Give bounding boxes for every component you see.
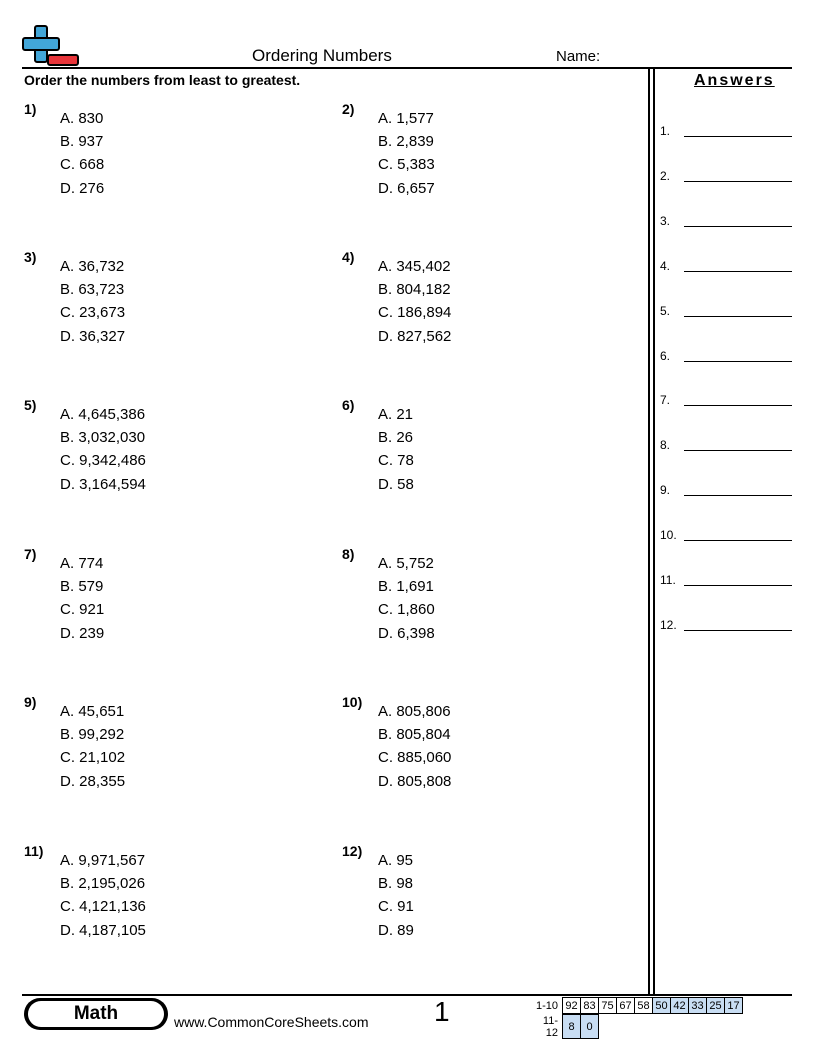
answer-row-10 xyxy=(660,528,794,548)
answer-divider-inner xyxy=(653,67,655,995)
score-cell: 67 xyxy=(617,998,635,1014)
option-d: D. 6,398 xyxy=(378,624,435,642)
answer-row-12 xyxy=(660,618,794,638)
option-list xyxy=(60,255,125,348)
score-cell: 8 xyxy=(563,1015,581,1039)
problem-10 xyxy=(342,694,622,804)
answer-blank[interactable] xyxy=(684,450,792,451)
answer-number: 12. xyxy=(660,617,677,632)
problem-8 xyxy=(342,546,622,656)
option-b: B. 937 xyxy=(60,133,104,151)
option-c: C. 5,383 xyxy=(378,156,435,174)
answer-number: 6. xyxy=(660,348,671,363)
option-d: D. 239 xyxy=(60,624,105,642)
answer-blank[interactable] xyxy=(684,540,792,541)
answer-number: 11. xyxy=(660,573,676,587)
problem-number: 6) xyxy=(342,397,355,413)
problem-number: 7) xyxy=(24,546,37,562)
math-badge-label: Math xyxy=(28,1001,164,1027)
problem-2 xyxy=(342,101,622,211)
option-list xyxy=(378,255,451,348)
score-table-row-2 xyxy=(530,1014,599,1039)
problem-number: 10) xyxy=(342,694,363,710)
answer-number: 8. xyxy=(660,438,671,453)
answer-row-7 xyxy=(660,393,794,413)
score-table-row-1 xyxy=(530,997,743,1014)
option-a: A. 774 xyxy=(60,555,104,572)
option-list xyxy=(60,700,125,793)
option-d: D. 805,808 xyxy=(378,772,452,790)
option-b: B. 3,032,030 xyxy=(60,429,146,447)
option-c: C. 9,342,486 xyxy=(60,452,146,470)
score-cell: 0 xyxy=(581,1015,599,1039)
option-b: B. 1,691 xyxy=(378,578,434,596)
option-d: D. 6,657 xyxy=(378,179,435,197)
option-a: A. 4,645,386 xyxy=(60,406,146,423)
option-b: B. 2,839 xyxy=(378,133,434,151)
option-d: D. 58 xyxy=(378,475,414,493)
problem-11 xyxy=(24,843,304,953)
answer-number: 9. xyxy=(660,483,671,498)
answer-blank[interactable] xyxy=(684,630,792,631)
plus-minus-logo-icon xyxy=(22,24,80,68)
option-a: A. 345,402 xyxy=(378,258,451,275)
score-cell: 25 xyxy=(707,998,725,1014)
answer-row-11 xyxy=(660,573,794,593)
problem-6 xyxy=(342,397,622,507)
problem-number: 11) xyxy=(24,843,44,859)
option-a: A. 36,732 xyxy=(60,258,125,275)
answer-row-4 xyxy=(660,259,794,279)
answer-row-6 xyxy=(660,349,794,369)
score-cell: 33 xyxy=(689,998,707,1014)
score-cell: 50 xyxy=(653,998,671,1014)
answer-blank[interactable] xyxy=(684,316,792,317)
answer-blank[interactable] xyxy=(684,226,792,227)
answer-blank[interactable] xyxy=(684,495,792,496)
problem-3 xyxy=(24,249,304,359)
option-d: D. 276 xyxy=(60,179,105,197)
option-b: B. 63,723 xyxy=(60,281,125,299)
problem-number: 2) xyxy=(342,101,355,117)
option-a: A. 805,806 xyxy=(378,703,451,720)
problem-number: 8) xyxy=(342,546,355,562)
answer-row-8 xyxy=(660,438,794,458)
option-list xyxy=(60,849,146,942)
page-title: Ordering Numbers xyxy=(252,46,392,65)
answer-row-5 xyxy=(660,304,794,324)
problem-1 xyxy=(24,101,304,211)
option-b: B. 579 xyxy=(60,578,104,596)
problem-number: 4) xyxy=(342,249,355,265)
option-b: B. 804,182 xyxy=(378,281,451,299)
option-d: D. 28,355 xyxy=(60,772,126,790)
option-a: A. 21 xyxy=(378,406,414,423)
problem-9 xyxy=(24,694,304,804)
score-cell: 58 xyxy=(635,998,653,1014)
option-a: A. 9,971,567 xyxy=(60,852,146,869)
name-label: Name: xyxy=(556,48,601,65)
option-list xyxy=(378,552,435,645)
option-a: A. 45,651 xyxy=(60,703,125,720)
footer-rule xyxy=(22,994,792,996)
answer-number: 5. xyxy=(660,303,671,318)
score-cell: 42 xyxy=(671,998,689,1014)
option-a: A. 830 xyxy=(60,110,104,127)
answer-number: 1. xyxy=(660,124,671,138)
problem-number: 1) xyxy=(24,101,37,117)
option-d: D. 827,562 xyxy=(378,327,452,345)
option-c: C. 885,060 xyxy=(378,749,452,767)
answer-number: 2. xyxy=(660,168,671,183)
score-range-label: 11-12 xyxy=(542,1014,558,1039)
answer-row-3 xyxy=(660,214,794,234)
option-c: C. 186,894 xyxy=(378,304,452,322)
answer-blank[interactable] xyxy=(684,361,792,362)
problem-number: 5) xyxy=(24,397,37,413)
answers-title: Answers xyxy=(694,72,775,89)
option-b: B. 99,292 xyxy=(60,726,125,744)
problem-number: 3) xyxy=(24,249,37,265)
answer-number: 10. xyxy=(660,528,677,543)
instructions: Order the numbers from least to greatest. xyxy=(24,72,301,88)
option-a: A. 95 xyxy=(378,852,414,869)
option-d: D. 36,327 xyxy=(60,327,126,345)
option-b: B. 2,195,026 xyxy=(60,875,146,893)
score-range-label: 1-10 xyxy=(535,999,558,1012)
answer-row-9 xyxy=(660,483,794,503)
option-list xyxy=(60,403,146,496)
problem-4 xyxy=(342,249,622,359)
option-c: C. 23,673 xyxy=(60,304,126,322)
option-d: D. 4,187,105 xyxy=(60,921,146,939)
answer-number: 4. xyxy=(660,258,671,273)
answer-row-1 xyxy=(660,124,794,144)
option-list xyxy=(60,107,104,200)
answer-blank[interactable] xyxy=(684,271,792,272)
answer-blank[interactable] xyxy=(684,405,792,406)
website-url: www.CommonCoreSheets.com xyxy=(174,1014,369,1030)
option-a: A. 5,752 xyxy=(378,555,434,572)
option-d: D. 89 xyxy=(378,921,414,939)
option-c: C. 668 xyxy=(60,156,105,174)
problem-5 xyxy=(24,397,304,507)
header-rule xyxy=(22,67,792,69)
score-cell: 92 xyxy=(563,998,581,1014)
math-badge xyxy=(24,998,168,1030)
option-list xyxy=(378,107,435,200)
option-c: C. 921 xyxy=(60,601,105,619)
score-cell: 75 xyxy=(599,998,617,1014)
option-list xyxy=(378,403,414,496)
option-c: C. 78 xyxy=(378,452,414,470)
option-b: B. 805,804 xyxy=(378,726,451,744)
option-b: B. 26 xyxy=(378,429,414,447)
option-d: D. 3,164,594 xyxy=(60,475,146,493)
answer-number: 3. xyxy=(660,213,671,228)
page-number: 1 xyxy=(434,996,450,1027)
answer-blank[interactable] xyxy=(684,585,792,586)
answer-row-2 xyxy=(660,169,794,189)
score-cell: 83 xyxy=(581,998,599,1014)
option-c: C. 21,102 xyxy=(60,749,126,767)
option-list xyxy=(378,849,414,942)
option-c: C. 4,121,136 xyxy=(60,898,146,916)
answer-blank[interactable] xyxy=(684,181,792,182)
problem-7 xyxy=(24,546,304,656)
score-cell: 17 xyxy=(725,998,743,1014)
option-c: C. 1,860 xyxy=(378,601,435,619)
option-c: C. 91 xyxy=(378,898,414,916)
answer-number: 7. xyxy=(660,393,671,408)
answer-blank[interactable] xyxy=(684,136,792,137)
option-b: B. 98 xyxy=(378,875,414,893)
option-list xyxy=(60,552,104,645)
problem-number: 12) xyxy=(342,843,363,859)
option-list xyxy=(378,700,451,793)
problem-number: 9) xyxy=(24,694,37,710)
problem-12 xyxy=(342,843,622,953)
answer-divider xyxy=(648,67,650,995)
option-a: A. 1,577 xyxy=(378,110,434,127)
